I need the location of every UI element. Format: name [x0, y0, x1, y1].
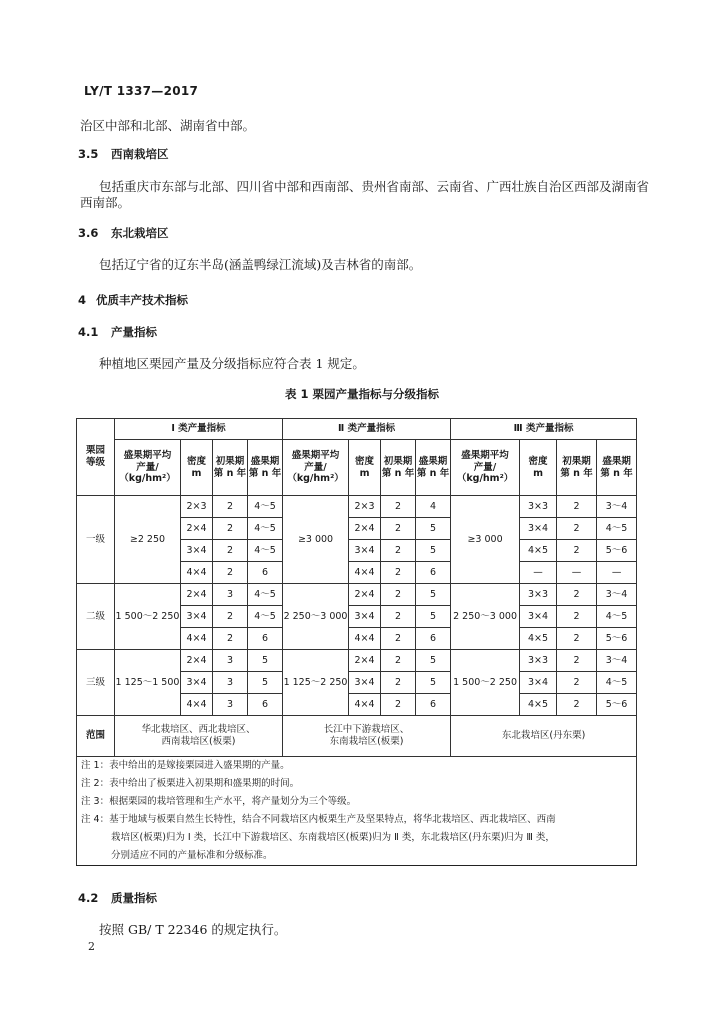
class1-density: 4×4 [181, 694, 213, 716]
class1-header: Ⅰ 类产量指标 [115, 419, 283, 440]
class3-density: 4×5 [520, 628, 557, 650]
table-note: 注 2：表中给出了板栗进入初果期和盛果期的时间。 [77, 775, 637, 793]
section-number: 3.5 [78, 147, 99, 161]
class3-initial-year: 2 [557, 496, 597, 518]
class3-initial-year: — [557, 562, 597, 584]
class1-initial-year: 2 [213, 562, 248, 584]
section-3-5-heading [78, 146, 169, 162]
class1-initial-year: 2 [213, 496, 248, 518]
class2-full-year: 6 [416, 628, 451, 650]
class1-yield: 1 125～1 500 [115, 650, 181, 716]
class2-density: 4×4 [349, 694, 381, 716]
class1-density: 2×4 [181, 518, 213, 540]
class2-full-year: 5 [416, 518, 451, 540]
intro-line: 治区中部和北部、湖南省中部。 [80, 118, 256, 133]
class2-initial-year: 2 [381, 540, 416, 562]
table-row [77, 584, 637, 606]
class2-density-header: 密度 m [349, 440, 381, 496]
class2-initial-year: 2 [381, 518, 416, 540]
section-4-2-paragraph: 按照 GB/ T 22346 的规定执行。 [99, 922, 287, 937]
class1-full-year-header: 盛果期 第 n 年 [248, 440, 283, 496]
class1-initial-year: 3 [213, 672, 248, 694]
section-title: 质量指标 [111, 891, 157, 905]
class3-density: 3×3 [520, 496, 557, 518]
range-class3: 东北栽培区(丹东栗) [451, 716, 637, 757]
class2-initial-year: 2 [381, 584, 416, 606]
class3-full-year: 3～4 [597, 650, 637, 672]
class2-full-year: 5 [416, 672, 451, 694]
class3-initial-year-header: 初果期 第 n 年 [557, 440, 597, 496]
section-3-6-paragraph: 包括辽宁省的辽东半岛(涵盖鸭绿江流域)及吉林省的南部。 [99, 257, 422, 272]
class1-density: 4×4 [181, 562, 213, 584]
class2-initial-year: 2 [381, 650, 416, 672]
grade-label: 三级 [77, 650, 115, 716]
section-title: 优质丰产技术指标 [96, 293, 188, 307]
class2-header: Ⅱ 类产量指标 [283, 419, 451, 440]
table-row [77, 650, 637, 672]
class2-initial-year: 2 [381, 606, 416, 628]
class2-density: 3×4 [349, 672, 381, 694]
class3-density: 3×4 [520, 606, 557, 628]
class3-density: 3×4 [520, 518, 557, 540]
class2-yield: 1 125～2 250 [283, 650, 349, 716]
class1-initial-year-header: 初果期 第 n 年 [213, 440, 248, 496]
class3-yield: 1 500～2 250 [451, 650, 520, 716]
class2-full-year: 5 [416, 606, 451, 628]
class3-density: 4×5 [520, 694, 557, 716]
yield-grading-table [76, 418, 637, 866]
table-note-continuation: 栽培区(板栗)归为 Ⅰ 类，长江中下游栽培区、东南栽培区(板栗)归为 Ⅱ 类，东北栽培区(丹东栗)归为 Ⅲ 类， [77, 829, 637, 847]
section-4-1-heading [78, 324, 157, 340]
class3-initial-year: 2 [557, 694, 597, 716]
class3-initial-year: 2 [557, 650, 597, 672]
range-class1: 华北栽培区、西北栽培区、 西南栽培区(板栗) [115, 716, 283, 757]
class1-full-year: 4～5 [248, 540, 283, 562]
section-4-heading [78, 292, 188, 308]
class3-density-header: 密度 m [520, 440, 557, 496]
class1-full-year: 6 [248, 694, 283, 716]
class2-full-year: 6 [416, 562, 451, 584]
class1-density: 3×4 [181, 540, 213, 562]
class2-initial-year: 2 [381, 562, 416, 584]
section-title: 西南栽培区 [111, 147, 169, 161]
class3-full-year-header: 盛果期 第 n 年 [597, 440, 637, 496]
grade-column-header: 栗园 等级 [77, 419, 115, 496]
class3-density: 3×3 [520, 650, 557, 672]
class3-density: 4×5 [520, 540, 557, 562]
class1-full-year: 6 [248, 628, 283, 650]
section-3-5-paragraph-line2: 西南部。 [80, 195, 131, 210]
class2-full-year: 5 [416, 584, 451, 606]
grade-label: 一级 [77, 496, 115, 584]
class2-density: 2×4 [349, 650, 381, 672]
class2-initial-year: 2 [381, 694, 416, 716]
class1-full-year: 4～5 [248, 584, 283, 606]
class1-initial-year: 2 [213, 606, 248, 628]
class3-initial-year: 2 [557, 540, 597, 562]
class1-yield-header: 盛果期平均 产量/ （kg/hm²） [115, 440, 181, 496]
class1-density: 2×3 [181, 496, 213, 518]
class3-full-year: 5～6 [597, 694, 637, 716]
class1-density: 2×4 [181, 584, 213, 606]
class1-full-year: 5 [248, 672, 283, 694]
class3-initial-year: 2 [557, 606, 597, 628]
class1-initial-year: 3 [213, 694, 248, 716]
section-4-2-heading [78, 890, 157, 906]
class2-density: 2×3 [349, 496, 381, 518]
grade-label: 二级 [77, 584, 115, 650]
class1-density: 2×4 [181, 650, 213, 672]
class2-density: 2×4 [349, 518, 381, 540]
section-4-1-paragraph: 种植地区栗园产量及分级指标应符合表 1 规定。 [99, 356, 365, 371]
table-caption: 表 1 栗园产量指标与分级指标 [284, 387, 439, 401]
class3-full-year: 5～6 [597, 540, 637, 562]
class2-initial-year: 2 [381, 496, 416, 518]
class2-initial-year: 2 [381, 628, 416, 650]
table-note: 注 4：基于地域与板栗自然生长特性，结合不同栽培区内板栗生产及坚果特点，将华北栽培区、西北栽培区、西南 [77, 811, 637, 829]
class3-density: 3×3 [520, 584, 557, 606]
class1-initial-year: 2 [213, 518, 248, 540]
class3-full-year: 3～4 [597, 584, 637, 606]
section-number: 3.6 [78, 226, 99, 240]
class3-initial-year: 2 [557, 584, 597, 606]
range-class2: 长江中下游栽培区、 东南栽培区(板栗) [283, 716, 451, 757]
class2-density: 3×4 [349, 606, 381, 628]
class2-density: 3×4 [349, 540, 381, 562]
table-row [77, 496, 637, 518]
class2-full-year: 6 [416, 694, 451, 716]
class2-yield: 2 250～3 000 [283, 584, 349, 650]
class3-yield: ≥3 000 [451, 496, 520, 584]
class2-yield: ≥3 000 [283, 496, 349, 584]
section-3-5-paragraph-line1: 包括重庆市东部与北部、四川省中部和西南部、贵州省南部、云南省、广西壮族自治区西部及湖南省 [99, 179, 650, 194]
class3-header: Ⅲ 类产量指标 [451, 419, 637, 440]
section-number: 4 [78, 293, 87, 307]
class3-density: — [520, 562, 557, 584]
class3-density: 3×4 [520, 672, 557, 694]
class1-full-year: 4～5 [248, 496, 283, 518]
class3-yield-header: 盛果期平均 产量/ （kg/hm²） [451, 440, 520, 496]
class1-full-year: 4～5 [248, 518, 283, 540]
class3-full-year: 4～5 [597, 672, 637, 694]
class3-full-year: — [597, 562, 637, 584]
section-title: 产量指标 [111, 325, 157, 339]
class3-yield: 2 250～3 000 [451, 584, 520, 650]
standard-number: LY/T 1337—2017 [84, 84, 199, 98]
class3-initial-year: 2 [557, 518, 597, 540]
class1-initial-year: 3 [213, 584, 248, 606]
class2-density: 4×4 [349, 562, 381, 584]
section-title: 东北栽培区 [111, 226, 169, 240]
class2-density: 4×4 [349, 628, 381, 650]
section-3-6-heading [78, 225, 169, 241]
table-note-continuation: 分别适应不同的产量标准和分级标准。 [77, 847, 637, 866]
class3-full-year: 4～5 [597, 518, 637, 540]
class1-density: 3×4 [181, 672, 213, 694]
range-label: 范围 [77, 716, 115, 757]
class1-full-year: 4～5 [248, 606, 283, 628]
class3-full-year: 5～6 [597, 628, 637, 650]
class2-yield-header: 盛果期平均 产量/ （kg/hm²） [283, 440, 349, 496]
page-number: 2 [88, 940, 95, 953]
class2-full-year-header: 盛果期 第 n 年 [416, 440, 451, 496]
class1-yield: 1 500～2 250 [115, 584, 181, 650]
section-number: 4.1 [78, 325, 99, 339]
class1-density: 4×4 [181, 628, 213, 650]
class3-initial-year: 2 [557, 672, 597, 694]
class2-density: 2×4 [349, 584, 381, 606]
class1-initial-year: 2 [213, 540, 248, 562]
class2-initial-year: 2 [381, 672, 416, 694]
class1-density: 3×4 [181, 606, 213, 628]
table-note: 注 3：根据栗园的栽培管理和生产水平，将产量划分为三个等级。 [77, 793, 637, 811]
range-row [77, 716, 637, 757]
class1-full-year: 6 [248, 562, 283, 584]
table-note: 注 1：表中给出的是嫁接栗园进入盛果期的产量。 [77, 757, 637, 776]
class3-full-year: 4～5 [597, 606, 637, 628]
class1-density-header: 密度 m [181, 440, 213, 496]
class1-yield: ≥2 250 [115, 496, 181, 584]
class2-initial-year-header: 初果期 第 n 年 [381, 440, 416, 496]
class2-full-year: 5 [416, 650, 451, 672]
section-number: 4.2 [78, 891, 99, 905]
class1-initial-year: 3 [213, 650, 248, 672]
class2-full-year: 5 [416, 540, 451, 562]
class1-initial-year: 2 [213, 628, 248, 650]
class1-full-year: 5 [248, 650, 283, 672]
class3-full-year: 3～4 [597, 496, 637, 518]
class2-full-year: 4 [416, 496, 451, 518]
class3-initial-year: 2 [557, 628, 597, 650]
